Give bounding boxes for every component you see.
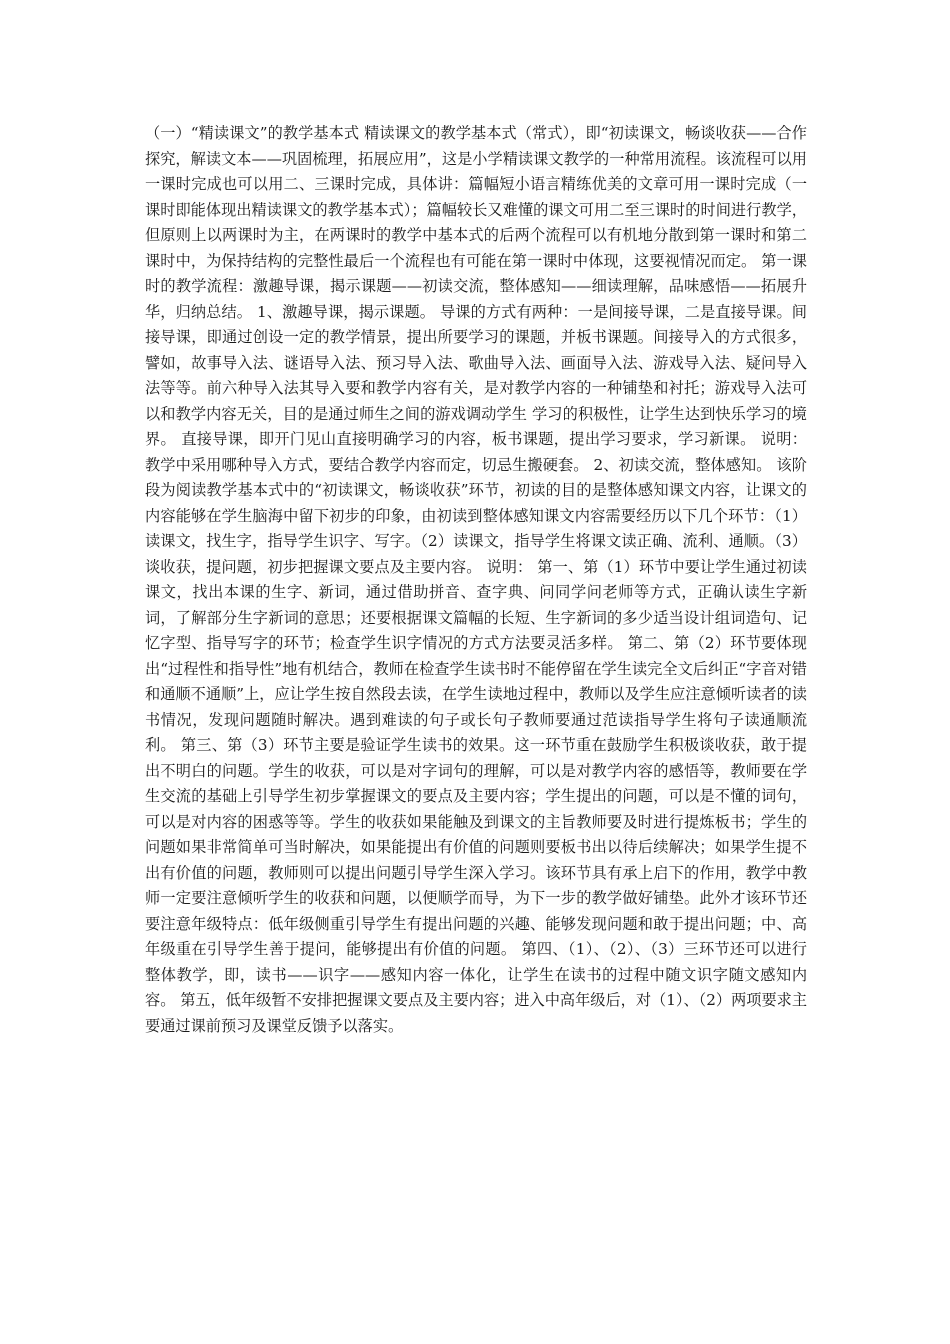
body-paragraph: （一）“精读课文”的教学基本式 精读课文的教学基本式（常式），即“初读课文，畅谈收获——合作探究，解读文本——巩固梳理，拓展应用”，这是小学精读课文教学的一种常用流程。该流程可以用一课时完成也可以用二、三课时完成，具体讲：篇幅短小语言精练优美的文章可用一课时完成（一课时即能体现出精读课文的教学基本式）；篇幅较长又难懂的课文可用二至三课时的时间进行教学，但原则上以两课时为主，在两课时的教学中基本式的后两个流程可以有机地分散到第一课时和第二课时中，为保持结构的完整性最后一个流程也有可能在第一课时中体现，这要视情况而定。 第一课时的教学流程：激趣导课，揭示课题——初读交流，整体感知——细读理解，品味感悟——拓展升华，归纳总结。 1、激趣导课，揭示课题。 导课的方式有两种：一是间接导课，二是直接导课。间接导课，即通过创设一定的教学情景，提出所要学习的课题，并板书课题。间接导入的方式很多，譬如，故事导入法、谜语导入法、预习导入法、歌曲导入法、画面导入法、游戏导入法、疑问导入法等等。前六种导入法其导入要和教学内容有关，是对教学内容的一种铺垫和衬托；游戏导入法可以和教学内容无关，目的是通过师生之间的游戏调动学生 学习的积极性，让学生达到快乐学习的境界。 直接导课，即开门见山直接明确学习的内容，板书课题，提出学习要求，学习新课。 说明： 教学中采用哪种导入方式，要结合教学内容而定，切忌生搬硬套。 2、初读交流，整体感知。 该阶段为阅读教学基本式中的“初读课文，畅谈收获”环节，初读的目的是整体感知课文内容，让课文的内容能够在学生脑海中留下初步的印象，由初读到整体感知课文内容需要经历以下几个环节：（1）读课文，找生字，指导学生识字、写字。（2）读课文，指导学生将课文读正确、流利、通顺。（3）谈收获，提问题，初步把握课文要点及主要内容。 说明： 第一、第（1）环节中要让学生通过初读课文，找出本课的生字、新词，通过借助拼音、查字典、问同学问老师等方式，正确认读生字新词，了解部分生字新词的意思；还要根据课文篇幅的长短、生字新词的多少适当设计组词造句、记忆字型、指导写字的环节；检查学生识字情况的方式方法要灵活多样。 第二、第（2）环节要体现出“过程性和指导性”地有机结合，教师在检查学生读书时不能停留在学生读完全文后纠正“字音对错和通顺不通顺”上，应让学生按自然段去读，在学生读地过程中，教师以及学生应注意倾听读者的读书情况，发现问题随时解决。遇到难读的句子或长句子教师要通过范读指导学生将句子读通顺流利。 第三、第（3）环节主要是验证学生读书的效果。这一环节重在鼓励学生积极谈收获，敢于提出不明白的问题。学生的收获，可以是对字词句的理解，可以是对教学内容的感悟等，教师要在学生交流的基础上引导学生初步掌握课文的要点及主要内容；学生提出的问题，可以是不懂的词句，可以是对内容的困惑等等。学生的收获如果能触及到课文的主旨教师要及时进行提炼板书；学生的问题如果非常简单可当时解决，如果能提出有价值的问题则要板书出以待后续解决；如果学生提不出有价值的问题，教师则可以提出问题引导学生深入学习。该环节具有承上启下的作用，教学中教师一定要注意倾听学生的收获和问题，以便顺学而导，为下一步的教学做好铺垫。此外才该环节还要注意年级特点：低年级侧重引导学生有提出问题的兴趣、能够发现问题和敢于提出问题；中、高年级重在引导学生善于提问，能够提出有价值的问题。 第四、（1）、（2）、（3）三环节还可以进行整体教学，即，读书——识字——感知内容一体化，让学生在读书的过程中随文识字随文感知内容。 第五，低年级暂不安排把握课文要点及主要内容；进入中高年级后，对（1）、（2）两项要求主要通过课前预习及课堂反馈予以落实。 (145, 124, 808, 1035)
